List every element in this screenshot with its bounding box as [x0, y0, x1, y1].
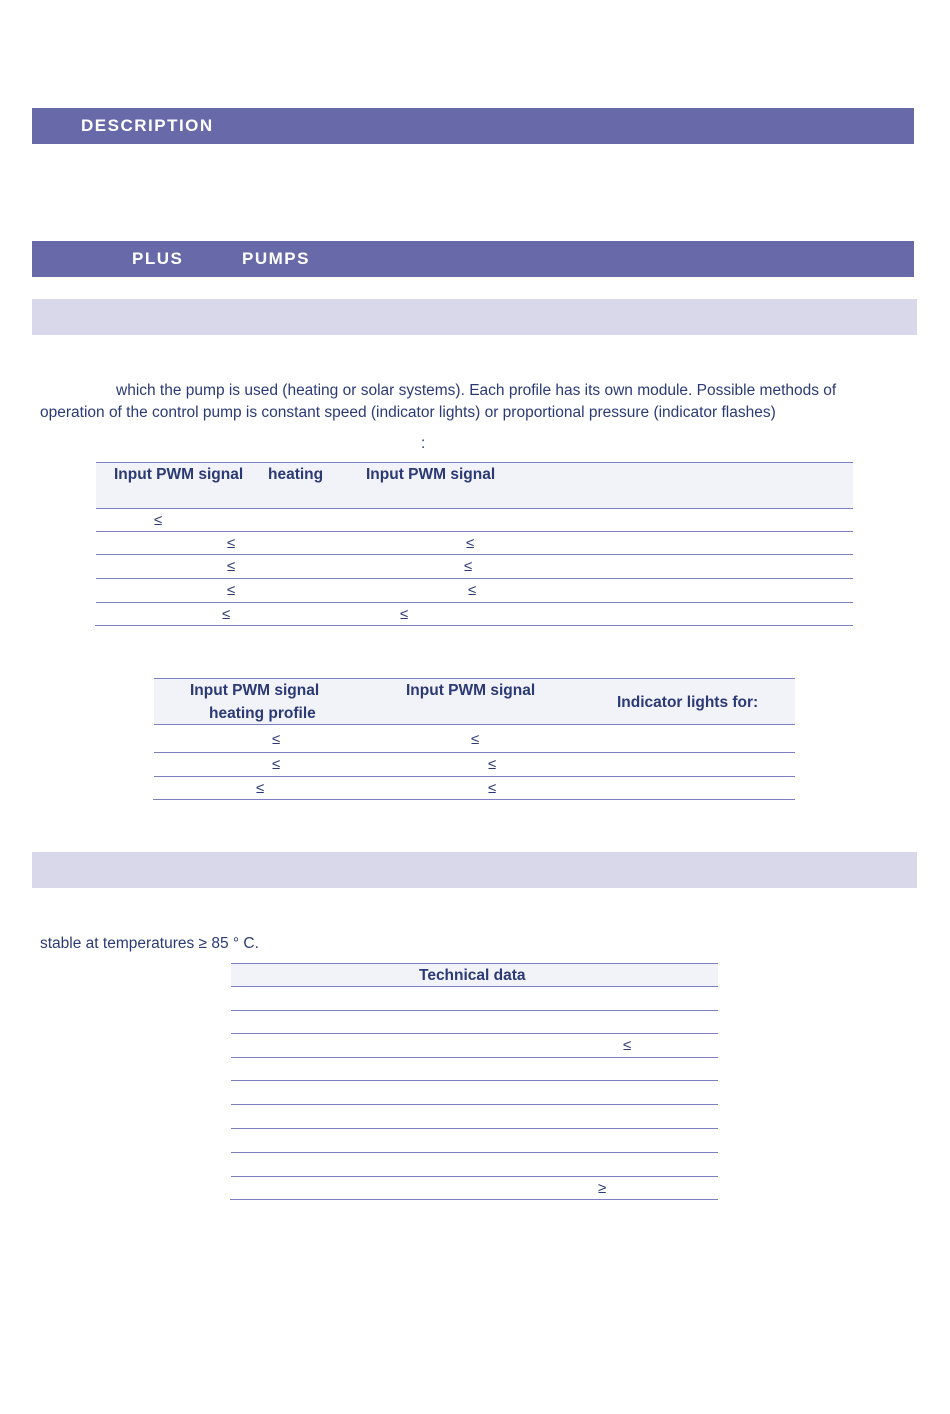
table2-row-rule — [154, 776, 795, 777]
table2-header-pwm-heating-line1: Input PWM signal — [190, 682, 320, 699]
table2-cell: ≤ — [471, 731, 480, 748]
table1-cell: ≤ — [222, 606, 231, 623]
pumps-section-header — [32, 241, 917, 277]
table3-ge-symbol: ≥ — [598, 1180, 607, 1197]
table3-bottom-rule — [230, 1199, 718, 1200]
table2-cell: ≤ — [488, 756, 497, 773]
table1-cell: ≤ — [400, 606, 409, 623]
table2-header-pwm-heating-line2: heating profile — [209, 705, 316, 722]
table2-cell: ≤ — [272, 731, 281, 748]
table2-cell: ≤ — [272, 756, 281, 773]
table1-cell: ≤ — [468, 582, 477, 599]
table1-row-rule — [96, 602, 853, 603]
table1-row-rule — [96, 531, 853, 532]
table1-cell: ≤ — [227, 582, 236, 599]
pumps-title-pumps: PUMPS — [242, 249, 310, 268]
pumps-title-plus: PLUS — [132, 249, 184, 268]
table2-cell: ≤ — [256, 780, 265, 797]
table1-row-rule — [96, 554, 853, 555]
table3-title: Technical data — [419, 967, 526, 984]
paragraph-line-1: which the pump is used (heating or solar systems). Each profile has its own module. Possible methods of — [116, 382, 837, 399]
table1-cell: ≤ — [464, 558, 473, 575]
description-title: DESCRIPTION — [81, 116, 214, 135]
table3-row-rule — [231, 1176, 718, 1177]
table3-row-rule — [231, 1080, 718, 1081]
table3-header-rule — [231, 986, 718, 987]
table1-bottom-rule — [95, 625, 853, 626]
subsection-bar-2 — [32, 852, 917, 888]
paragraph-colon: : — [421, 435, 426, 452]
table3-row-rule — [231, 1057, 718, 1058]
table2-cell: ≤ — [488, 780, 497, 797]
table1-cell: ≤ — [466, 535, 475, 552]
table1-header-rule — [96, 508, 853, 509]
stable-temperature-text: stable at temperatures ≥ 85 ° C. — [40, 935, 259, 952]
table3-row-rule — [231, 1010, 718, 1011]
table3-row-rule — [231, 1152, 718, 1153]
table1-cell: ≤ — [154, 512, 163, 529]
description-section-header — [32, 108, 917, 144]
table2-row-rule — [154, 752, 795, 753]
table1-cell: ≤ — [227, 558, 236, 575]
table2-bottom-rule — [153, 799, 795, 800]
table1-cell: ≤ — [227, 535, 236, 552]
table3-le-symbol: ≤ — [623, 1037, 632, 1054]
table3-row-rule — [231, 1033, 718, 1034]
table3-row-rule — [231, 1104, 718, 1105]
table2-header-rule — [154, 724, 795, 725]
table1-header-heating: heating — [268, 466, 324, 483]
subsection-bar-1 — [32, 299, 917, 335]
table1-header-pwm-2: Input PWM signal — [366, 466, 496, 483]
table3-row-rule — [231, 1128, 718, 1129]
table2-header-pwm: Input PWM signal — [406, 682, 536, 699]
table2-header-indicator: Indicator lights for: — [617, 694, 759, 711]
table1-header-pwm: Input PWM signal — [114, 466, 244, 483]
paragraph-line-2: operation of the control pump is constant speed (indicator lights) or proportional pressure (indicator flashes) — [40, 404, 776, 421]
table1-row-rule — [96, 578, 853, 579]
